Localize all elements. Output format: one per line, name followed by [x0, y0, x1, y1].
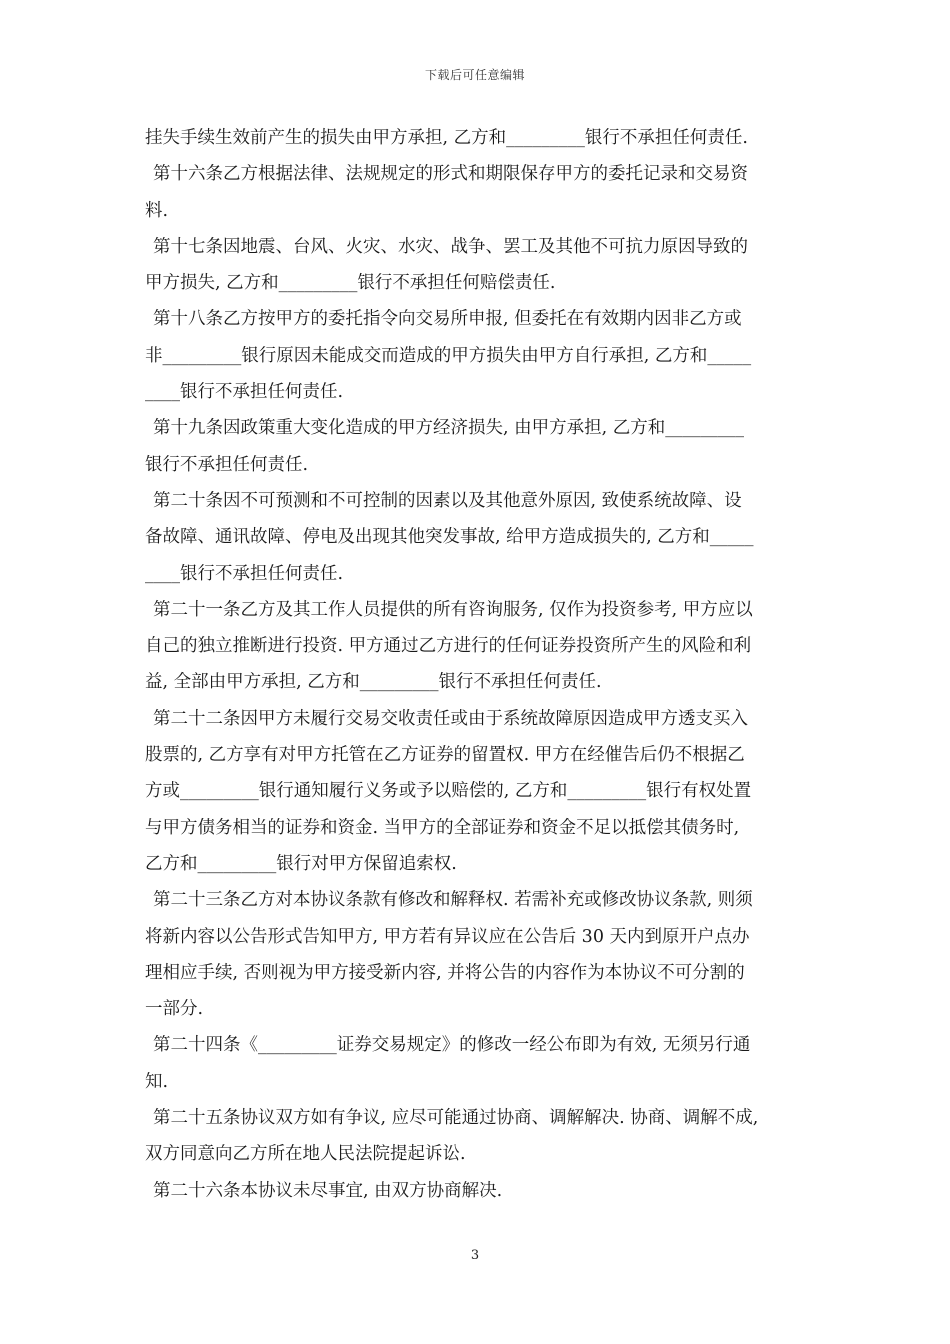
text-line: 第二十五条协议双方如有争议, 应尽可能通过协商、调解解决. 协商、调解不成, — [153, 1108, 759, 1129]
text-line: 第十六条乙方根据法律、法规规定的形式和期限保存甲方的委托记录和交易资 — [153, 164, 748, 185]
page-header: 下载后可任意编辑 — [424, 68, 525, 82]
text-line: ____银行不承担任何责任. — [145, 382, 344, 403]
text-line: ____银行不承担任何责任. — [145, 563, 344, 584]
text-line: 料. — [145, 200, 169, 221]
text-line: 第十九条因政策重大变化造成的甲方经济损失, 由甲方承担, 乙方和_________ — [153, 418, 744, 439]
text-line: 将新内容以公告形式告知甲方, 甲方若有异议应在公告后 30 天内到原开户点办 — [145, 926, 750, 947]
text-line: 第二十二条因甲方未履行交易交收责任或由于系统故障原因造成甲方透支买入 — [153, 708, 748, 729]
text-line: 双方同意向乙方所在地人民法院提起诉讼. — [145, 1144, 466, 1165]
text-line: 方或_________银行通知履行义务或予以赔偿的, 乙方和_________银行有权处置 — [145, 781, 752, 802]
text-line: 益, 全部由甲方承担, 乙方和_________银行不承担任何责任. — [145, 672, 602, 693]
text-line: 挂失手续生效前产生的损失由甲方承担, 乙方和_________银行不承担任何责任. — [145, 128, 748, 148]
text-line: 乙方和_________银行对甲方保留追索权. — [145, 853, 457, 874]
text-line: 理相应手续, 否则视为甲方接受新内容, 并将公告的内容作为本协议不可分割的 — [145, 962, 745, 983]
text-line: 第二十条因不可预测和不可控制的因素以及其他意外原因, 致使系统故障、设 — [153, 490, 742, 511]
page-number: 3 — [470, 1248, 480, 1263]
text-line: 第二十四条《_________证券交易规定》的修改一经公布即为有效, 无须另行通 — [153, 1035, 751, 1056]
text-line: 第二十一条乙方及其工作人员提供的所有咨询服务, 仅作为投资参考, 甲方应以 — [153, 599, 753, 620]
text-line: 一部分. — [145, 999, 204, 1020]
text-line: 与甲方债务相当的证券和资金. 当甲方的全部证券和资金不足以抵偿其债务时, — [145, 817, 740, 838]
text-line: 第十八条乙方按甲方的委托指令向交易所申报, 但委托在有效期内因非乙方或 — [153, 309, 742, 330]
text-line: 银行不承担任何责任. — [145, 454, 309, 475]
text-line: 第十七条因地震、台风、火灾、水灾、战争、罢工及其他不可抗力原因导致的 — [153, 236, 748, 257]
text-line: 非_________银行原因未能成交而造成的甲方损失由甲方自行承担, 乙方和_____ — [145, 345, 752, 366]
text-line: 甲方损失, 乙方和_________银行不承担任何赔偿责任. — [145, 273, 556, 294]
text-line: 知. — [145, 1071, 169, 1092]
text-line: 股票的, 乙方享有对甲方托管在乙方证券的留置权. 甲方在经催告后仍不根据乙 — [145, 745, 745, 766]
body-text — [145, 120, 810, 1209]
text-line: 自己的独立推断进行投资. 甲方通过乙方进行的任何证券投资所产生的风险和利 — [145, 636, 752, 657]
text-line: 第二十六条本协议未尽事宜, 由双方协商解决. — [153, 1180, 503, 1201]
text-line: 备故障、通讯故障、停电及出现其他突发事故, 给甲方造成损失的, 乙方和_____ — [145, 527, 754, 548]
text-line: 第二十三条乙方对本协议条款有修改和解释权. 若需补充或修改协议条款, 则须 — [153, 890, 753, 911]
